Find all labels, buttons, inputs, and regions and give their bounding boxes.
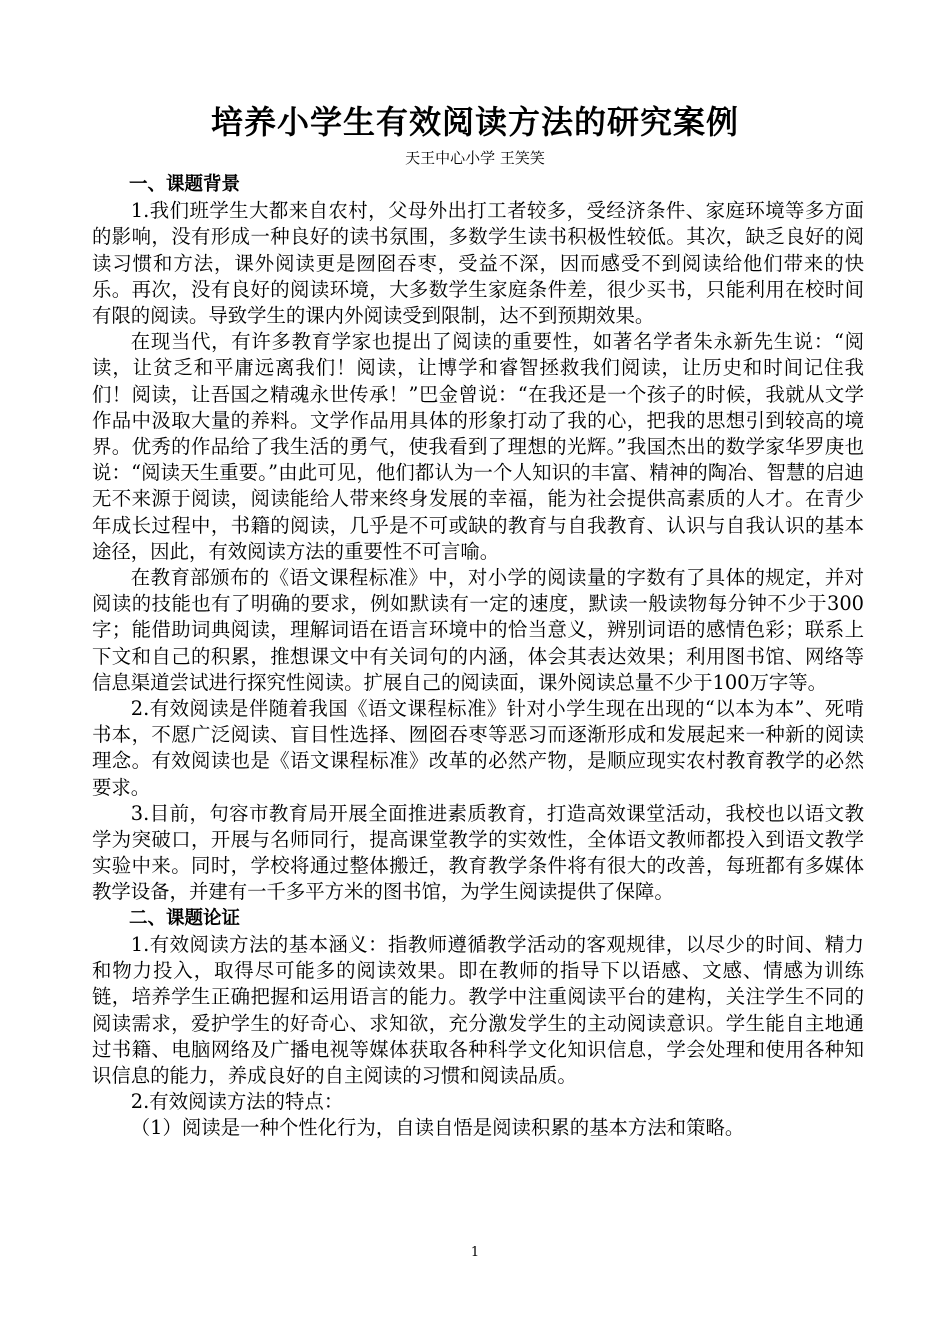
body-paragraph: 在现当代，有许多教育学家也提出了阅读的重要性，如著名学者朱永新先生说：“阅读，让贫乏和平庸远离我们！阅读，让博学和睿智拯救我们阅读，让历史和时间记住我们！阅读，让吾国之精魂永世传承！”巴金曾说：“在我还是一个孩子的时候，我就从文学作品中汲取大量的养料。文学作品用具体的形象打动了我的心，把我的思想引到较高的境界。优秀的作品给了我生活的勇气，使我看到了理想的光辉。”我国杰出的数学家华罗庚也说：“阅读天生重要。”由此可见，他们都认为一个人知识的丰富、精神的陶冶、智慧的启迪无不来源于阅读，阅读能给人带来终身发展的幸福，能为社会提供高素质的人才。在青少年成长过程中，书籍的阅读，几乎是不可或缺的教育与自我教育、认识与自我认识的基本途径，因此，有效阅读方法的重要性不可言喻。 [92, 330, 864, 563]
author-line: 天王中心小学 王笑笑 [405, 149, 545, 167]
document-body [92, 172, 864, 1142]
section-heading: 一、课题背景 [129, 174, 241, 195]
page-number: 1 [470, 1245, 480, 1260]
body-paragraph: 3.目前，句容市教育局开展全面推进素质教育，打造高效课堂活动，我校也以语文教学为突破口，开展与名师同行，提高课堂教学的实效性，全体语文教师都投入到语文教学实验中来。同时，学校将通过整体搬迁，教育教学条件将有很大的改善，每班都有多媒体教学设备，并建有一千多平方米的图书馆，为学生阅读提供了保障。 [92, 801, 864, 904]
body-paragraph: 2.有效阅读方法的特点： [130, 1090, 344, 1114]
body-paragraph: 在教育部颁布的《语文课程标准》中，对小学的阅读量的字数有了具体的规定，并对阅读的技能也有了明确的要求，例如默读有一定的速度，默读一般读物每分钟不少于300字；能借助词典阅读，理解词语在语言环境中的恰当意义，辨别词语的感情色彩；联系上下文和自己的积累，推想课文中有关词句的内涵，体会其表达效果；利用图书馆、网络等信息渠道尝试进行探究性阅读。扩展自己的阅读面，课外阅读总量不少于100万字等。 [92, 566, 864, 694]
body-paragraph: 1.我们班学生大都来自农村，父母外出打工者较多，受经济条件、家庭环境等多方面的影响，没有形成一种良好的读书氛围，多数学生读书积极性较低。其次，缺乏良好的阅读习惯和方法，课外阅读更是囫囵吞枣，受益不深，因而感受不到阅读给他们带来的快乐。再次，没有良好的阅读环境，大多数学生家庭条件差，很少买书，只能利用在校时间有限的阅读。导致学生的课内外阅读受到限制，达不到预期效果。 [92, 199, 864, 328]
body-paragraph: 2.有效阅读是伴随着我国《语文课程标准》针对小学生现在出现的“以本为本”、死啃书本，不愿广泛阅读、盲目性选择、囫囵吞枣等恶习而逐渐形成和发展起来一种新的阅读理念。有效阅读也是《语文课程标准》改革的必然产物，是顺应现实农村教育教学的必然要求。 [92, 697, 864, 799]
body-paragraph: 1.有效阅读方法的基本涵义：指教师遵循教学活动的客观规律，以尽少的时间、精力和物力投入，取得尽可能多的阅读效果。即在教师的指导下以语感、文感、情感为训练链，培养学生正确把握和运用语言的能力。教学中注重阅读平台的建构，关注学生不同的阅读需求，爱护学生的好奇心、求知欲，充分激发学生的主动阅读意识。学生能自主地通过书籍、电脑网络及广播电视等媒体获取各种科学文化知识信息，学会处理和使用各种知识信息的能力，养成良好的自主阅读的习惯和阅读品质。 [92, 932, 864, 1087]
body-paragraph: （1）阅读是一种个性化行为，自读自悟是阅读积累的基本方法和策略。 [130, 1116, 745, 1140]
section-heading: 二、课题论证 [129, 907, 241, 929]
document-title: 培养小学生有效阅读方法的研究案例 [210, 103, 739, 141]
